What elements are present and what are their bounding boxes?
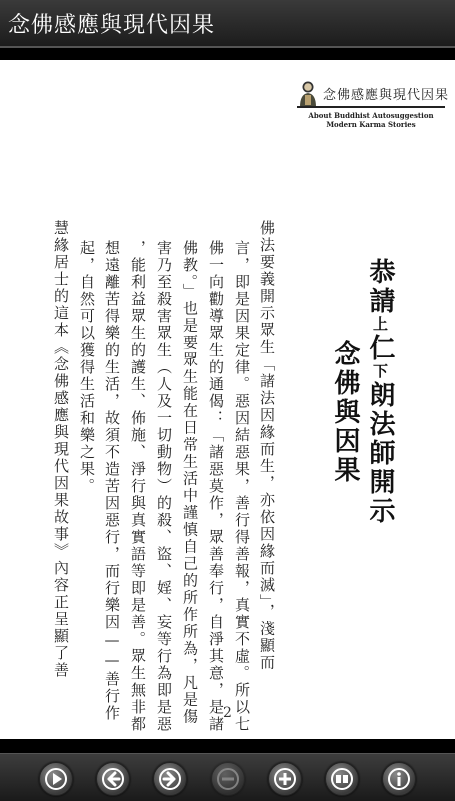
logo-book-title: 念佛感應與現代因果: [323, 88, 450, 103]
heading-1-end: 朗法師開示: [365, 381, 395, 526]
book-page[interactable]: [0, 60, 455, 739]
next-page-button[interactable]: [153, 762, 187, 796]
text-column-5: 害乃至殺害眾生（人及一切動物）的殺、盜、婬、妄等行為即是惡: [155, 240, 173, 733]
info-icon: [383, 763, 415, 795]
zoom-out-button[interactable]: [211, 762, 245, 796]
title-bar: [0, 0, 455, 48]
logo-english-line-1: About Buddhist Autosuggestion: [308, 111, 434, 120]
text-column-9: 慧緣居士的這本《念佛感應與現代因果故事》內容正呈顯了善: [52, 220, 70, 679]
arrow-right-icon: [154, 763, 186, 795]
top-spacer: [0, 48, 455, 60]
text-column-4: 佛教。」也是要眾生能在日常生活中謹慎自己的所作所為，凡是傷: [181, 240, 199, 726]
heading-1-small-top: 上: [371, 316, 389, 334]
text-column-3: 佛一向勸導眾生的通偈：「諸惡莫作，眾善奉行，自淨其意，是諸: [207, 240, 225, 733]
play-button[interactable]: [39, 762, 73, 796]
heading-1-small-bottom: 下: [371, 363, 389, 381]
logo-english-line-2: Modern Karma Stories: [326, 120, 416, 129]
zoom-in-button[interactable]: [268, 762, 302, 796]
bottom-toolbar: [0, 753, 455, 801]
monk-figure-icon: [297, 80, 319, 108]
text-column-2: 言，即是因果定律。惡因結惡果，善行得善報，真實不虛。所以七: [233, 240, 251, 733]
text-column-8: 起，自然可以獲得生活和樂之果。: [78, 240, 96, 495]
info-button[interactable]: [382, 762, 416, 796]
page-heading-1: [362, 258, 399, 526]
text-column-1: 佛法要義開示眾生「諸法因緣而生，亦依因緣而滅」，淺顯而: [258, 220, 276, 672]
logo-rule: [297, 106, 445, 108]
page-heading-2: 念佛與因果: [330, 340, 360, 485]
page-number: 2: [223, 705, 232, 721]
heading-1-name: 仁: [365, 334, 395, 363]
text-column-7: 想遠離苦得樂的生活，故須不造苦因惡行，而行樂因——善行作: [103, 240, 121, 722]
previous-page-button[interactable]: [96, 762, 130, 796]
plus-icon: [269, 763, 301, 795]
two-page-icon: [326, 763, 358, 795]
text-column-6: ，能利益眾生的護生、佈施、淨行與真實語等即是善。眾生無非都: [129, 240, 147, 733]
bottom-spacer: [0, 739, 455, 753]
heading-1-start: 恭請: [365, 258, 395, 316]
two-page-view-button[interactable]: [325, 762, 359, 796]
book-logo: [297, 78, 450, 138]
play-icon: [40, 763, 72, 795]
arrow-left-icon: [97, 763, 129, 795]
minus-icon: [212, 763, 244, 795]
app-title: 念佛感應與現代因果: [8, 13, 216, 38]
